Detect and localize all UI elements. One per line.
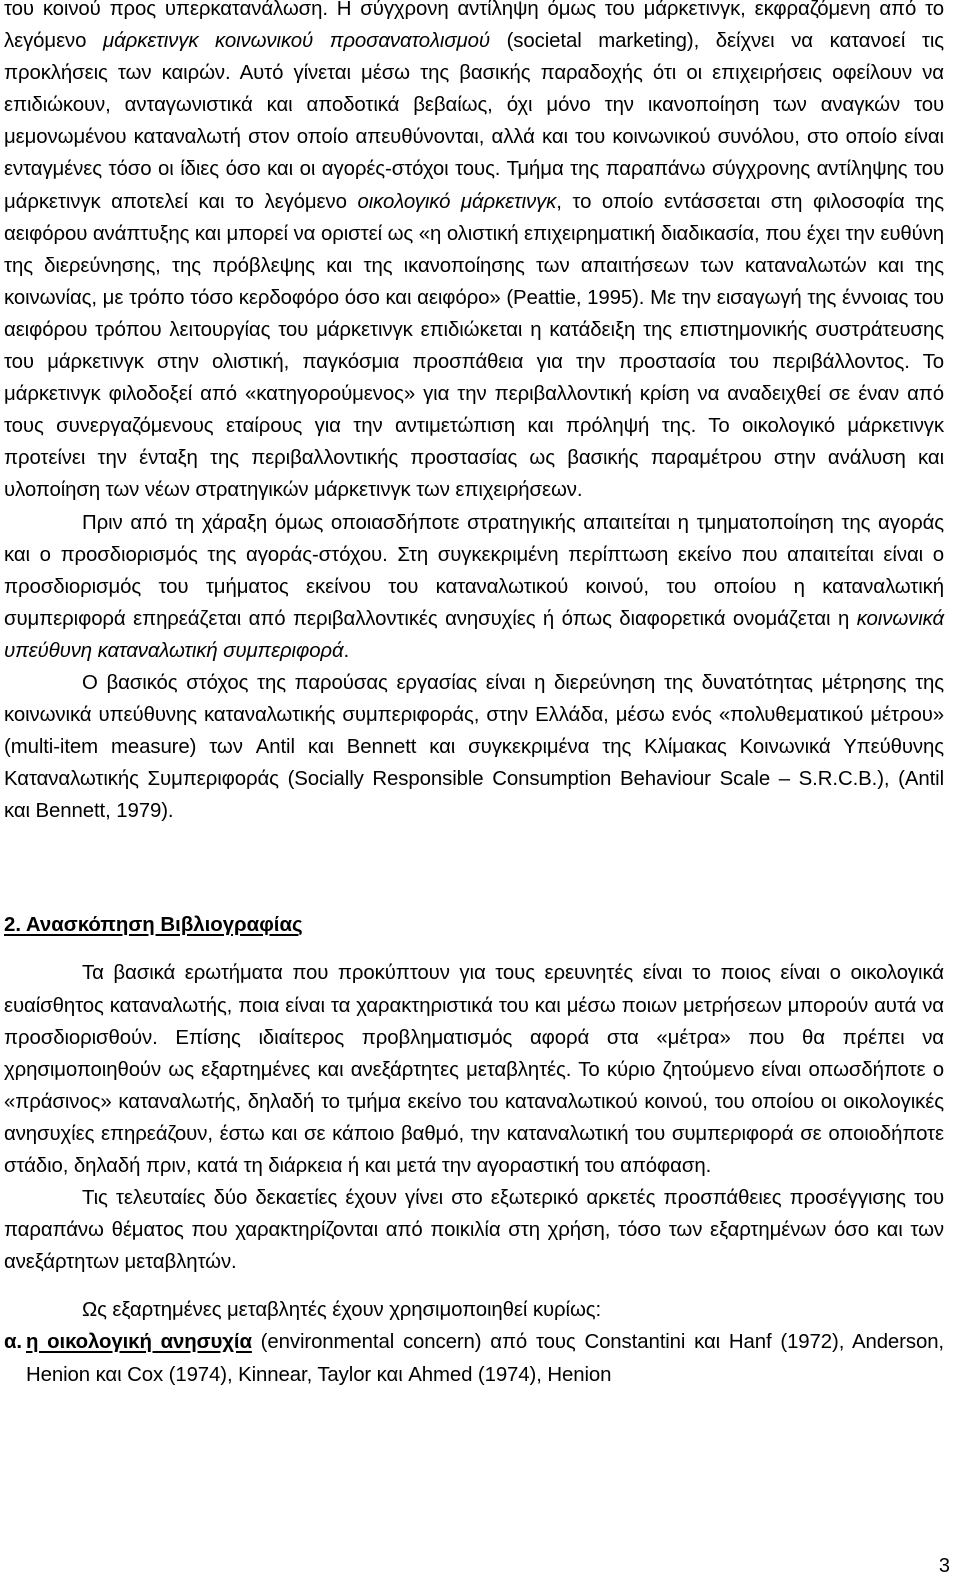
emphasis-responsible-behaviour: κοινωνικά υπεύθυνη καταναλωτική συμπεριφορά bbox=[4, 607, 944, 662]
page-number: 3 bbox=[938, 1555, 950, 1577]
text-run: (environmental concern) από τους Constantini και Hanf (1972), Anderson, Henion και Cox (1974), Kinnear, Taylor και Ahmed (1974), Henion bbox=[26, 1331, 945, 1386]
paragraph-segmentation bbox=[4, 507, 944, 667]
text-run: του κοινού προς υπερκατανάλωση. Η σύγχρονη αντίληψη όμως του μάρκετινγκ, εκφραζόμενη από το λεγόμενο bbox=[4, 0, 944, 53]
list-item-term: η οικολογική ανησυχία bbox=[26, 1331, 252, 1354]
text-run: , το οποίο εντάσσεται στη φιλοσοφία της αειφόρου ανάπτυξης και μπορεί να οριστεί ως «η ολιστική επιχειρηματική διαδικασία, που έχει την ευθύνη της διερεύνησης, της πρόβλεψης και της ικανοποίησης των απαιτήσεων των καταναλωτών και της κοινωνίας, με τρόπο τόσο κερδοφόρο όσο και αειφόρο» (Peattie, 1995). Με την εισαγωγή της έννοιας του αειφόρου τρόπου λειτουργίας του μάρκετινγκ επιδιώκεται η κατάδειξη της επιστημονικής συστράτευσης του μάρκετινγκ στην ολιστική, παγκόσμια προσπάθεια για την προστασία του περιβάλλοντος. Το μάρκετινγκ φιλοδοξεί από «κατηγορούμενος» για την περιβαλλοντική κρίση να αναδειχθεί σε έναν από τους συνεργαζόμενους εταίρους για την αντιμετώπιση και πρόληψή της. Το οικολογικό μάρκετινγκ προτείνει την ένταξη της περιβαλλοντικής προστασίας ως βασικής παραμέτρου στην ανάλυση και υλοποίηση των νέων στρατηγικών μάρκετινγκ των επιχειρήσεων. bbox=[4, 190, 944, 502]
paragraph-objective: Ο βασικός στόχος της παρούσας εργασίας είναι η διερεύνηση της δυνατότητας μέτρησης της κοινωνικά υπεύθυνης καταναλωτικής συμπεριφοράς, στην Ελλάδα, μέσω ενός «πολυθεματικού μέτρου» (multi-item measure) των Antil και Bennett και συγκεκριμένα της Κλίμακας Κοινωνικά Υπεύθυνης Καταναλωτικής Συμπεριφοράς (Socially Responsible Consumption Behaviour Scale – S.R.C.B.), (Antil και Bennett, 1979). bbox=[4, 671, 944, 823]
list-item-a bbox=[4, 1326, 944, 1390]
list-marker: α. bbox=[4, 1331, 23, 1354]
paragraph-dependent-variables: Ως εξαρτημένες μεταβλητές έχουν χρησιμοποιηθεί κυρίως: bbox=[82, 1299, 602, 1322]
paragraph-research-questions: Τα βασικά ερωτήματα που προκύπτουν για τους ερευνητές είναι το ποιος είναι ο οικολογικά ευαίσθητος καταναλωτής, ποια είναι τα χαρακτηριστικά του και μέσω ποιων μετρήσεων μπορούν αυτά να προσδιορισθούν. Επίσης ιδιαίτερος προβληματισμός αφορά στα «μέτρα» που θα πρέπει να χρησιμοποιηθούν ως εξαρτημένες και ανεξάρτητες μεταβλητές. Το κύριο ζητούμενο είναι οπωσδήποτε ο «πράσινος» καταναλωτής, δηλαδή το τμήμα εκείνο του καταναλωτικού κοινού, του οποίου οι οικολογικές ανησυχίες επηρεάζουν, έστω και σε κάποιο βαθμό, την καταναλωτική του συμπεριφορά σε οποιοδήποτε στάδιο, δηλαδή πριν, κατά τη διάρκεια ή και μετά την αγοραστική του απόφαση. bbox=[4, 962, 944, 1177]
document-page bbox=[4, 0, 944, 1391]
text-run: Πριν από τη χάραξη όμως οποιασδήποτε στρατηγικής απαιτείται η τμηματοποίηση της αγοράς και ο προσδιορισμός της αγοράς-στόχου. Στη συγκεκριμένη περίπτωση εκείνο που απαιτείται είναι ο προσδιορισμός του τμήματος εκείνου του καταναλωτικού κοινού, του οποίου η καταναλωτική συμπεριφορά επηρεάζεται από περιβαλλοντικές ανησυχίες ή όπως διαφορετικά ονομάζεται η bbox=[4, 511, 944, 630]
emphasis-ecological-marketing: οικολογικό μάρκετινγκ bbox=[357, 190, 557, 213]
text-run: . bbox=[343, 639, 350, 662]
paragraph-marketing-intro bbox=[4, 0, 944, 507]
section-heading bbox=[4, 909, 944, 941]
text-run: (societal marketing), δείχνει να κατανοεί τις προκλήσεις των καιρών. Αυτό γίνεται μέσω της βασικής παραδοχής ότι οι επιχειρήσεις οφείλουν να επιδιώκουν, ανταγωνιστικά και αποδοτικά βεβαίως, όχι μόνο την ικανοποίηση των αναγκών του μεμονωμένου καταναλωτή στον οποίο απευθύνονται, αλλά και του κοινωνικού συνόλου, στο οποίο είναι ενταγμένες τόσο οι ίδιες όσο και οι αγορές-στόχοι τους. Τμήμα της παραπάνω σύγχρονης αντίληψης του μάρκετινγκ αποτελεί και το λεγόμενο bbox=[4, 30, 944, 213]
paragraph-past-efforts: Τις τελευταίες δύο δεκαετίες έχουν γίνει στο εξωτερικό αρκετές προσπάθειες προσέγγισης του παραπάνω θέματος που χαρακτηρίζονται από ποικιλία στη χρήση, τόσο των εξαρτημένων όσο και των ανεξάρτητων μεταβλητών. bbox=[4, 1187, 944, 1274]
list-item-body bbox=[26, 1326, 944, 1390]
emphasis-societal-marketing: μάρκετινγκ κοινωνικού προσανατολισμού bbox=[103, 30, 490, 53]
section-heading-text: 2. Ανασκόπηση Βιβλιογραφίας bbox=[4, 914, 303, 937]
